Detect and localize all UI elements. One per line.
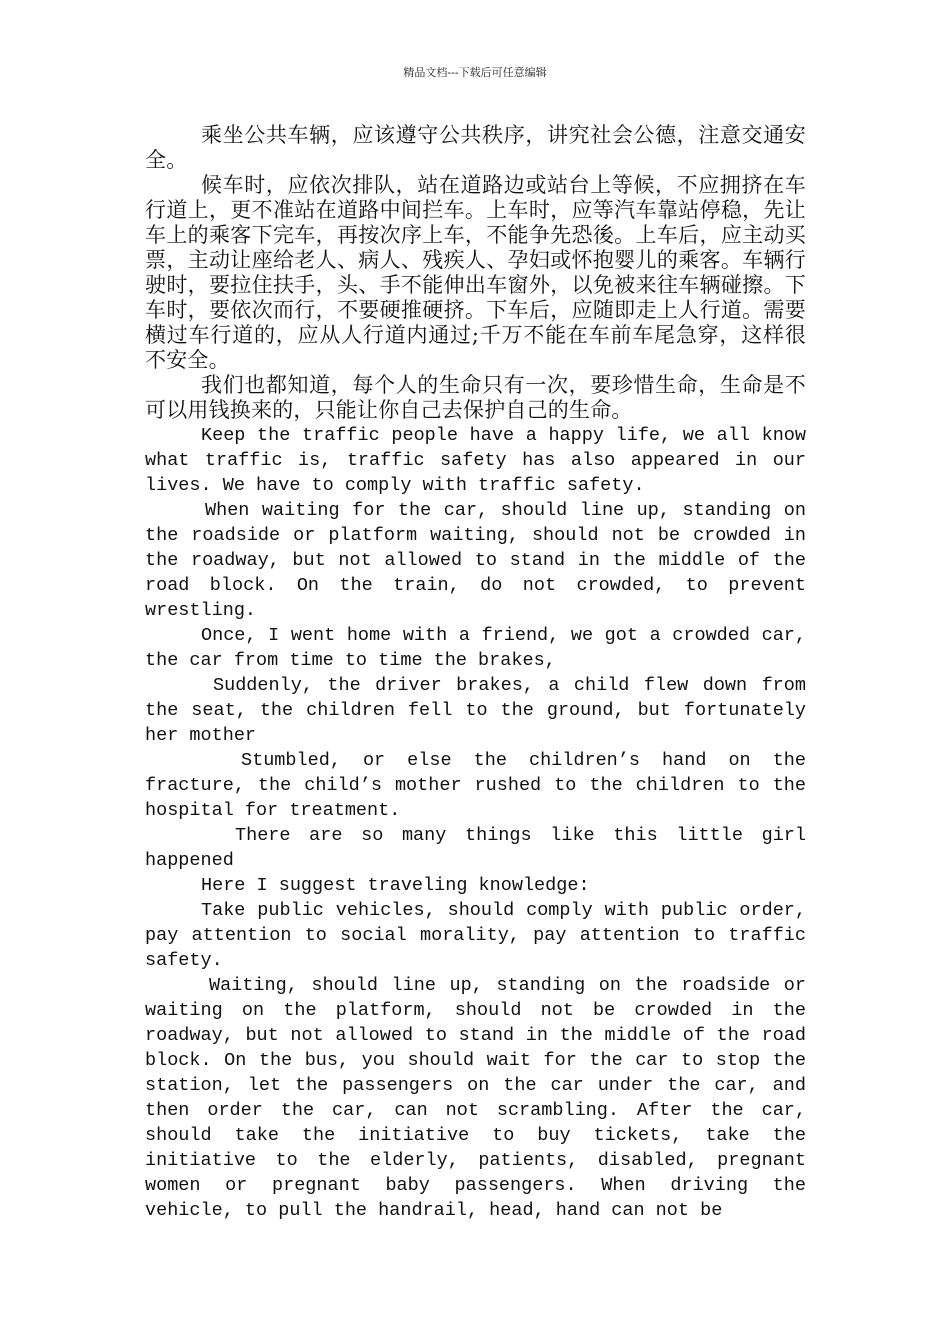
paragraph-once: Once, I went home with a friend, we got a crowded car, the car from time to time the brakes,: [145, 625, 806, 671]
document-body: [145, 123, 806, 1223]
paragraph-take-public: Take public vehicles, should comply with public order, pay attention to social morality, pay attention to traffic safety.: [145, 900, 806, 971]
paragraph-waiting-rules: 候车时，应依次排队，站在道路边或站台上等候，不应拥挤在车行道上，更不准站在道路中间拦车。上车时，应等汽车靠站停稳，先让车上的乘客下完车，再按次序上车，不能争先恐後。上车后，应主动买票，主动让座给老人、病人、残疾人、孕妇或怀抱婴儿的乘客。车辆行驶时，要拉住扶手，头、手不能伸出车窗外，以免被来往车辆碰擦。下车时，要依次而行，不要硬推硬挤。下车后，应随即走上人行道。需要横过车行道的，应从人行道内通过;千万不能在车前车尾急穿，这样很不安全。: [145, 173, 806, 372]
page-header: 精品文档---下载后可任意编辑: [403, 66, 547, 79]
paragraph-stumbled: Stumbled, or else the children’s hand on the fracture, the child’s mother rushed to the children to the hospital for treatment.: [145, 750, 806, 821]
paragraph-here-i-suggest: Here I suggest traveling knowledge:: [201, 875, 590, 896]
paragraph-public-order: 乘坐公共车辆，应该遵守公共秩序，讲究社会公德，注意交通安全。: [145, 123, 806, 172]
paragraph-when-waiting: When waiting for the car, should line up, standing on the roadside or platform waiting, should not be crowded in the roadway, but not allowed to stand in the middle of the road block. On the train, do not crowded, to prevent wrestling.: [145, 500, 806, 621]
paragraph-keep-traffic: Keep the traffic people have a happy life, we all know what traffic is, traffic safety has also appeared in our lives. We have to comply with traffic safety.: [145, 425, 806, 496]
paragraph-cherish-life: 我们也都知道，每个人的生命只有一次，要珍惜生命，生命是不可以用钱换来的，只能让你自己去保护自己的生命。: [145, 373, 806, 422]
paragraph-there-are: There are so many things like this little girl happened: [145, 825, 806, 871]
paragraph-suddenly: Suddenly, the driver brakes, a child flew down from the seat, the children fell to the ground, but fortunately her mother: [145, 675, 806, 746]
paragraph-waiting-line-up: Waiting, should line up, standing on the roadside or waiting on the platform, should not be crowded in the roadway, but not allowed to stand in the middle of the road block. On the bus, you should wait for the car to stop the station, let the passengers on the car under the car, and then order the car, can not scrambling. After the car, should take the initiative to buy tickets, take the initiative to the elderly, patients, disabled, pregnant women or pregnant baby passengers. When driving the vehicle, to pull the handrail, head, hand can not be: [145, 975, 806, 1221]
